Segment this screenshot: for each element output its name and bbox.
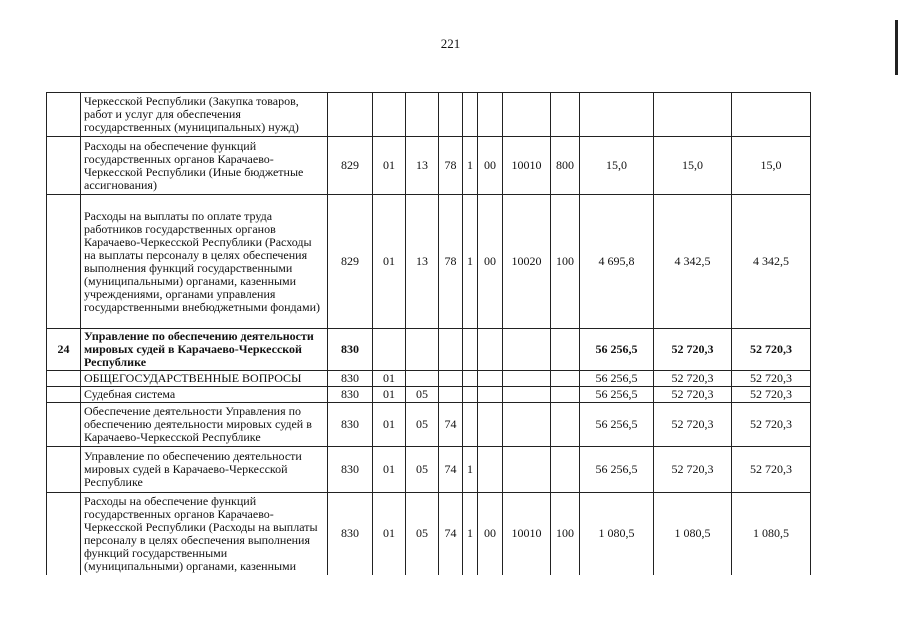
code-target-3 [478, 329, 503, 371]
code-expense-type: 100 [551, 493, 580, 575]
code-target-1: 78 [439, 195, 463, 329]
row-number [47, 403, 81, 447]
code-subsection: 05 [406, 493, 439, 575]
amount-year-2: 52 720,3 [654, 403, 732, 447]
code-target-2 [463, 371, 478, 387]
code-target-1 [439, 329, 463, 371]
code-target-2 [463, 403, 478, 447]
row-name: Судебная система [81, 387, 328, 403]
table-row [47, 329, 811, 371]
amount-year-3: 1 080,5 [732, 493, 811, 575]
code-section: 01 [373, 195, 406, 329]
row-number [47, 93, 81, 137]
row-name: Расходы на обеспечение функций государственных органов Карачаево-Черкесской Республики (Иные бюджетные ассигнования) [81, 137, 328, 195]
row-number [47, 137, 81, 195]
row-name: Расходы на обеспечение функций государственных органов Карачаево-Черкесской Республики (Расходы на выплаты персоналу в целях обеспечения выполнения функций государственными (муниципальными) органами, казенными [81, 493, 328, 575]
amount-year-2: 52 720,3 [654, 371, 732, 387]
table-row [47, 371, 811, 387]
code-section: 01 [373, 493, 406, 575]
table-row [47, 447, 811, 493]
code-target-4 [503, 329, 551, 371]
code-subsection [406, 93, 439, 137]
amount-year-2: 4 342,5 [654, 195, 732, 329]
row-name: Обеспечение деятельности Управления по обеспечению деятельности мировых судей в Карачаево-Черкесской Республике [81, 403, 328, 447]
amount-year-1: 56 256,5 [580, 447, 654, 493]
amount-year-3: 52 720,3 [732, 329, 811, 371]
row-name: Черкесской Республики (Закупка товаров, работ и услуг для обеспечения государственных (муниципальных) нужд) [81, 93, 328, 137]
code-target-2: 1 [463, 195, 478, 329]
code-subsection: 13 [406, 195, 439, 329]
code-target-1: 74 [439, 403, 463, 447]
code-section: 01 [373, 447, 406, 493]
budget-table [46, 92, 811, 575]
code-target-4 [503, 93, 551, 137]
row-number [47, 447, 81, 493]
code-target-4: 10010 [503, 493, 551, 575]
amount-year-1: 56 256,5 [580, 403, 654, 447]
code-ministry: 830 [328, 387, 373, 403]
code-target-2 [463, 329, 478, 371]
code-subsection: 13 [406, 137, 439, 195]
amount-year-3: 52 720,3 [732, 447, 811, 493]
page-edge-mark [895, 20, 898, 75]
code-ministry: 830 [328, 329, 373, 371]
amount-year-2: 1 080,5 [654, 493, 732, 575]
row-number [47, 371, 81, 387]
page-number: 221 [440, 36, 461, 51]
code-section: 01 [373, 403, 406, 447]
code-target-3 [478, 387, 503, 403]
code-section: 01 [373, 371, 406, 387]
amount-year-1: 56 256,5 [580, 329, 654, 371]
row-name: ОБЩЕГОСУДАРСТВЕННЫЕ ВОПРОСЫ [81, 371, 328, 387]
table-row [47, 403, 811, 447]
code-target-3 [478, 403, 503, 447]
table-row [47, 195, 811, 329]
code-section [373, 329, 406, 371]
code-subsection [406, 371, 439, 387]
code-expense-type: 800 [551, 137, 580, 195]
code-target-2: 1 [463, 137, 478, 195]
code-target-2 [463, 93, 478, 137]
code-subsection: 05 [406, 387, 439, 403]
amount-year-2: 15,0 [654, 137, 732, 195]
code-target-3 [478, 93, 503, 137]
amount-year-1: 4 695,8 [580, 195, 654, 329]
code-ministry: 830 [328, 371, 373, 387]
row-name: Управление по обеспечению деятельности мировых судей в Карачаево-Черкесской Республике [81, 447, 328, 493]
amount-year-1 [580, 93, 654, 137]
code-section [373, 93, 406, 137]
amount-year-3: 15,0 [732, 137, 811, 195]
code-target-1 [439, 387, 463, 403]
table-row [47, 137, 811, 195]
code-ministry: 830 [328, 403, 373, 447]
amount-year-1: 56 256,5 [580, 371, 654, 387]
code-target-2 [463, 387, 478, 403]
amount-year-3: 52 720,3 [732, 403, 811, 447]
code-target-4 [503, 447, 551, 493]
code-expense-type [551, 447, 580, 493]
code-expense-type [551, 93, 580, 137]
code-target-4 [503, 387, 551, 403]
row-number [47, 387, 81, 403]
code-target-1: 78 [439, 137, 463, 195]
budget-table-body [47, 93, 811, 575]
code-subsection [406, 329, 439, 371]
row-name: Управление по обеспечению деятельности мировых судей в Карачаево-Черкесской Республике [81, 329, 328, 371]
code-target-3: 00 [478, 195, 503, 329]
row-name: Расходы на выплаты по оплате труда работников государственных органов Карачаево-Черкесской Республики (Расходы на выплаты персоналу в целях обеспечения выполнения функций государственными (муниципальными) органами, казенными учреждениями, органами управления государственными внебюджетными фондами) [81, 195, 328, 329]
row-number [47, 195, 81, 329]
table-row [47, 93, 811, 137]
code-subsection: 05 [406, 403, 439, 447]
code-target-3: 00 [478, 493, 503, 575]
code-target-2: 1 [463, 493, 478, 575]
code-target-4: 10020 [503, 195, 551, 329]
row-number: 24 [47, 329, 81, 371]
amount-year-2: 52 720,3 [654, 447, 732, 493]
amount-year-3: 52 720,3 [732, 387, 811, 403]
code-section: 01 [373, 137, 406, 195]
code-target-1: 74 [439, 493, 463, 575]
amount-year-1: 15,0 [580, 137, 654, 195]
code-target-4: 10010 [503, 137, 551, 195]
amount-year-3: 52 720,3 [732, 371, 811, 387]
code-expense-type [551, 387, 580, 403]
code-expense-type [551, 371, 580, 387]
code-ministry: 829 [328, 137, 373, 195]
code-target-4 [503, 403, 551, 447]
amount-year-2: 52 720,3 [654, 387, 732, 403]
amount-year-1: 56 256,5 [580, 387, 654, 403]
table-row [47, 493, 811, 575]
code-section: 01 [373, 387, 406, 403]
amount-year-3 [732, 93, 811, 137]
code-expense-type [551, 403, 580, 447]
code-ministry: 830 [328, 447, 373, 493]
amount-year-2 [654, 93, 732, 137]
code-target-4 [503, 371, 551, 387]
amount-year-1: 1 080,5 [580, 493, 654, 575]
code-target-3: 00 [478, 137, 503, 195]
code-target-3 [478, 371, 503, 387]
code-ministry [328, 93, 373, 137]
amount-year-2: 52 720,3 [654, 329, 732, 371]
code-ministry: 829 [328, 195, 373, 329]
code-ministry: 830 [328, 493, 373, 575]
row-number [47, 493, 81, 575]
code-subsection: 05 [406, 447, 439, 493]
amount-year-3: 4 342,5 [732, 195, 811, 329]
code-target-2: 1 [463, 447, 478, 493]
code-expense-type [551, 329, 580, 371]
code-target-3 [478, 447, 503, 493]
code-target-1: 74 [439, 447, 463, 493]
table-row [47, 387, 811, 403]
code-target-1 [439, 93, 463, 137]
code-expense-type: 100 [551, 195, 580, 329]
code-target-1 [439, 371, 463, 387]
